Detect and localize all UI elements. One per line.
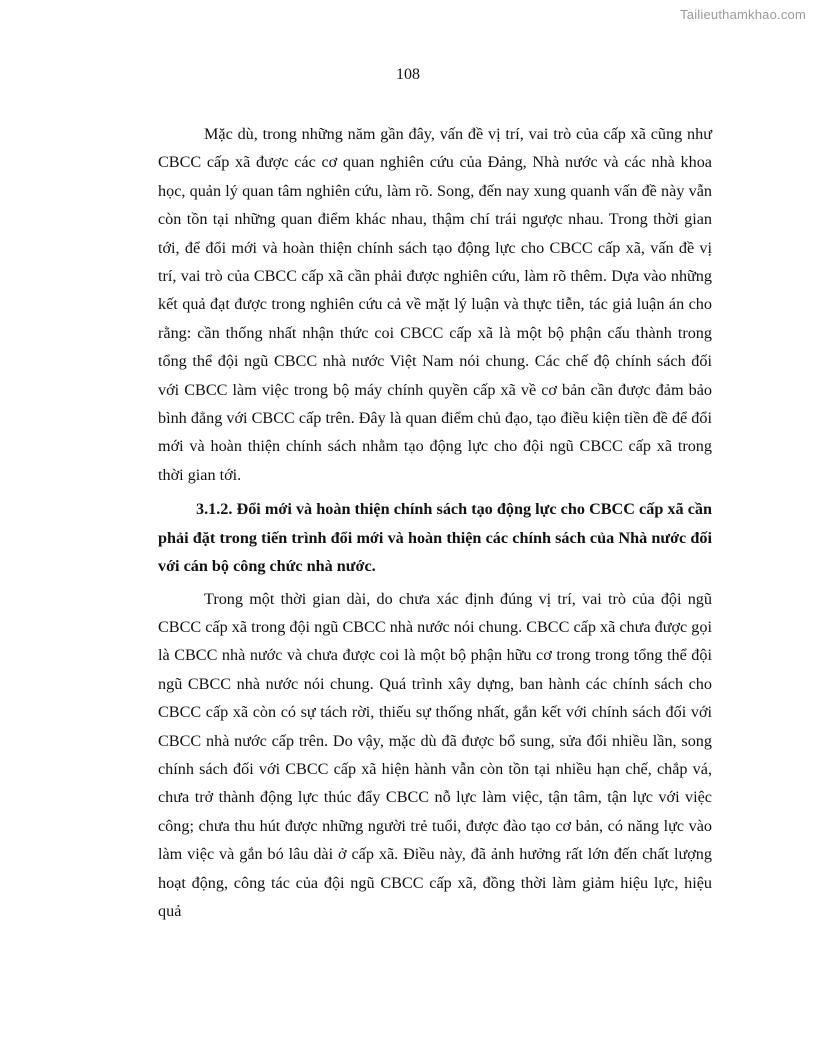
page-number: 108 (396, 66, 420, 83)
document-body (158, 120, 712, 925)
section-heading: 3.1.2. Đổi mới và hoàn thiện chính sách tạo động lực cho CBCC cấp xã cần phải đặt trong tiến trình đổi mới và hoàn thiện các chính sách của Nhà nước đối với cán bộ công chức nhà nước. (158, 500, 712, 576)
paragraph-1: Mặc dù, trong những năm gần đây, vấn đề vị trí, vai trò của cấp xã cũng như CBCC cấp xã được các cơ quan nghiên cứu của Đảng, Nhà nước và các nhà khoa học, quản lý quan tâm nghiên cứu, làm rõ. Song, đến nay xung quanh vấn đề này vẫn còn tồn tại những quan điểm khác nhau, thậm chí trái ngược nhau. Trong thời gian tới, để đổi mới và hoàn thiện chính sách tạo động lực cho CBCC cấp xã, vấn đề vị trí, vai trò của CBCC cấp xã cần phải được nghiên cứu, làm rõ thêm. Dựa vào những kết quả đạt được trong nghiên cứu cả về mặt lý luận và thực tiễn, tác giả luận án cho rằng: cần thống nhất nhận thức coi CBCC cấp xã là một bộ phận cấu thành trong tổng thể đội ngũ CBCC nhà nước Việt Nam nói chung. Các chế độ chính sách đối với CBCC làm việc trong bộ máy chính quyền cấp xã về cơ bản cần được đảm bảo bình đẳng với CBCC cấp trên. Đây là quan điểm chủ đạo, tạo điều kiện tiền đề để đổi mới và hoàn thiện chính sách nhằm tạo động lực cho đội ngũ CBCC cấp xã trong thời gian tới. (158, 125, 712, 484)
paragraph-2: Trong một thời gian dài, do chưa xác định đúng vị trí, vai trò của đội ngũ CBCC cấp xã trong đội ngũ CBCC nhà nước nói chung. CBCC cấp xã chưa được gọi là CBCC nhà nước và chưa được coi là một bộ phận hữu cơ trong trong tổng thể đội ngũ CBCC nhà nước nói chung. Quá trình xây dựng, ban hành các chính sách cho CBCC cấp xã còn có sự tách rời, thiếu sự thống nhất, gắn kết với chính sách đối với CBCC nhà nước cấp trên. Do vậy, mặc dù đã được bổ sung, sửa đổi nhiều lần, song chính sách đối với CBCC cấp xã hiện hành vẫn còn tồn tại nhiều hạn chế, chắp vá, chưa trở thành động lực thúc đẩy CBCC nỗ lực làm việc, tận tâm, tận lực với việc công; chưa thu hút được những người trẻ tuổi, được đào tạo cơ bản, có năng lực vào làm việc và gắn bó lâu dài ở cấp xã. Điều này, đã ảnh hưởng rất lớn đến chất lượng hoạt động, công tác của đội ngũ CBCC cấp xã, đồng thời làm giảm hiệu lực, hiệu quả (158, 589, 712, 920)
watermark-text: Tailieuthamkhao.com (680, 7, 806, 22)
